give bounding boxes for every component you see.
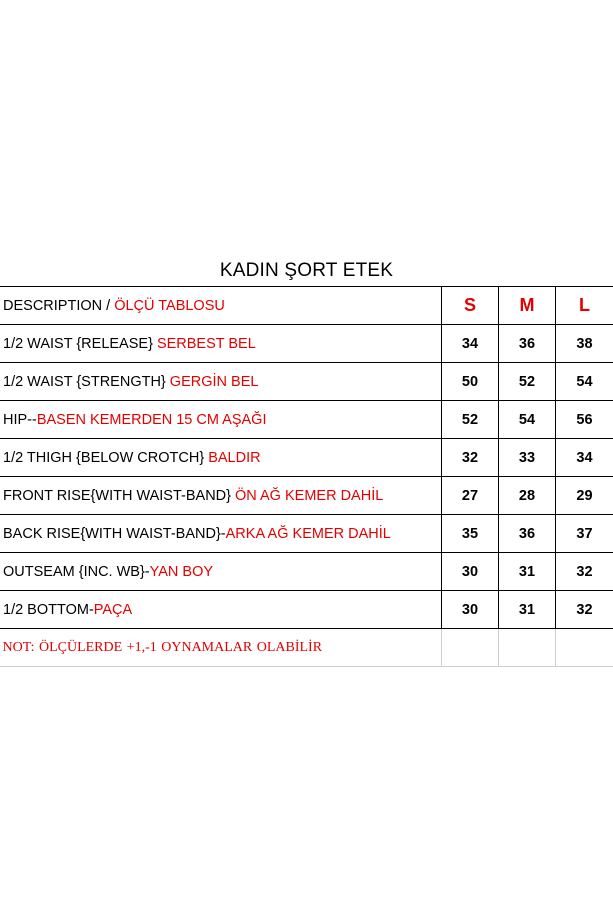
note-empty-cell: [442, 629, 499, 667]
table-row: [0, 401, 613, 439]
value-m: 28: [499, 477, 556, 515]
value-s: 35: [442, 515, 499, 553]
description-header-label: DESCRIPTION /: [3, 297, 115, 314]
value-l: 34: [556, 439, 613, 477]
value-s: 30: [442, 591, 499, 629]
value-l: 32: [556, 591, 613, 629]
row-label: [0, 363, 442, 401]
table-row: [0, 591, 613, 629]
value-s: 50: [442, 363, 499, 401]
note-empty-cell: [499, 629, 556, 667]
description-header-label-tr: ÖLÇÜ TABLOSU: [114, 297, 225, 314]
value-l: 38: [556, 325, 613, 363]
row-label: [0, 325, 442, 363]
row-label-tr: BALDIR: [208, 449, 261, 466]
row-label-tr: GERGİN BEL: [169, 373, 259, 390]
row-label-tr: ARKA AĞ KEMER DAHİL: [225, 525, 391, 542]
header-row: [0, 287, 613, 325]
size-header-s: S: [442, 287, 499, 325]
row-label-en: BACK RISE{WITH WAIST-BAND}-: [3, 525, 226, 542]
row-label: [0, 401, 442, 439]
row-label-en: FRONT RISE{WITH WAIST-BAND}: [3, 487, 236, 504]
value-s: 52: [442, 401, 499, 439]
row-label: [0, 477, 442, 515]
size-chart-table: [0, 286, 613, 667]
value-l: 29: [556, 477, 613, 515]
value-l: 54: [556, 363, 613, 401]
row-label-en: 1/2 BOTTOM-: [3, 601, 94, 618]
row-label-en: 1/2 WAIST {RELEASE}: [3, 335, 157, 352]
value-s: 34: [442, 325, 499, 363]
value-l: 56: [556, 401, 613, 439]
value-m: 31: [499, 591, 556, 629]
value-s: 27: [442, 477, 499, 515]
row-label: [0, 553, 442, 591]
row-label-tr: YAN BOY: [149, 563, 214, 580]
table-row: [0, 363, 613, 401]
size-header-l: L: [556, 287, 613, 325]
table-row: [0, 515, 613, 553]
table-row: [0, 439, 613, 477]
note-row: [0, 629, 613, 667]
value-m: 52: [499, 363, 556, 401]
row-label-en: OUTSEAM {INC. WB}-: [3, 563, 150, 580]
value-m: 54: [499, 401, 556, 439]
row-label: [0, 591, 442, 629]
table-row: [0, 325, 613, 363]
value-s: 32: [442, 439, 499, 477]
value-l: 32: [556, 553, 613, 591]
value-l: 37: [556, 515, 613, 553]
row-label: [0, 439, 442, 477]
description-header: [0, 287, 442, 325]
value-s: 30: [442, 553, 499, 591]
table-row: [0, 477, 613, 515]
row-label-en: 1/2 THIGH {BELOW CROTCH}: [3, 449, 209, 466]
value-m: 36: [499, 515, 556, 553]
row-label-tr: PAÇA: [93, 601, 133, 618]
page-title: KADIN ŞORT ETEK: [219, 260, 394, 281]
table-row: [0, 553, 613, 591]
row-label-tr: ÖN AĞ KEMER DAHİL: [235, 487, 384, 504]
tolerance-note: NOT: ÖLÇÜLERDE +1,-1 OYNAMALAR OLABİLİR: [0, 629, 442, 667]
value-m: 33: [499, 439, 556, 477]
value-m: 31: [499, 553, 556, 591]
row-label-en: HIP--: [3, 411, 37, 428]
note-empty-cell: [556, 629, 613, 667]
row-label-tr: BASEN KEMERDEN 15 CM AŞAĞI: [36, 411, 267, 428]
row-label: [0, 515, 442, 553]
size-header-m: M: [499, 287, 556, 325]
row-label-tr: SERBEST BEL: [156, 335, 256, 352]
row-label-en: 1/2 WAIST {STRENGTH}: [3, 373, 170, 390]
value-m: 36: [499, 325, 556, 363]
